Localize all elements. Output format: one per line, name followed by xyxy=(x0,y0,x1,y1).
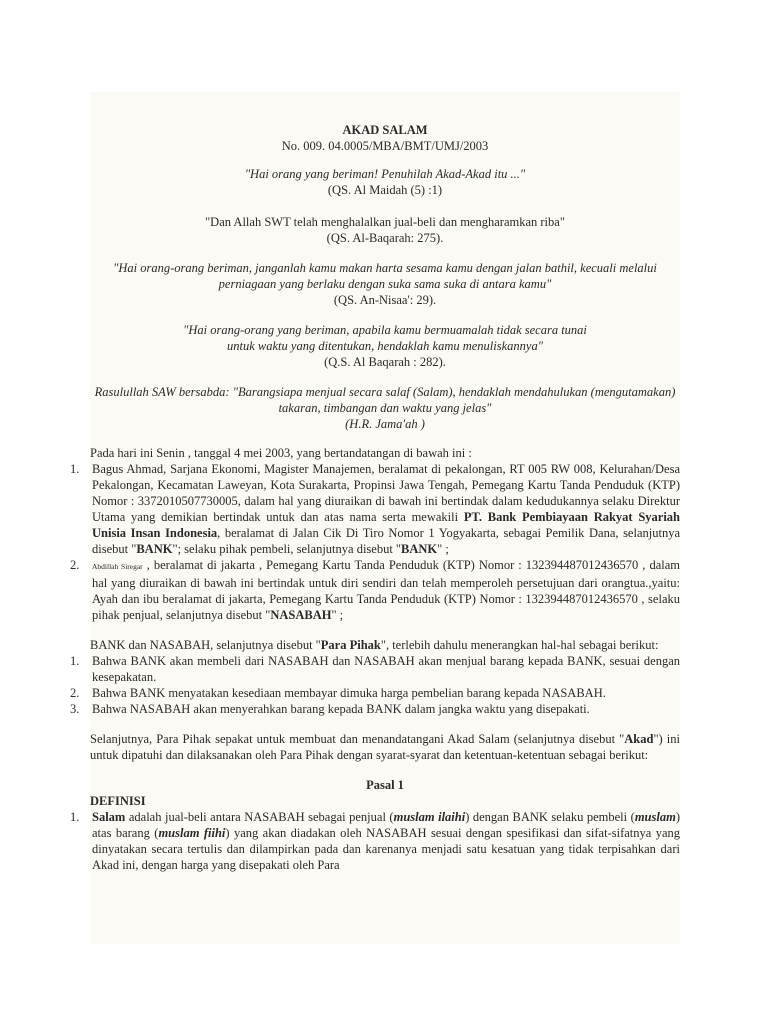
quote-text-line2: perniagaan yang berlaku dengan suka sama suka di antara kamu" xyxy=(218,277,552,291)
list-number: 2. xyxy=(70,686,80,700)
list-item-text: Bahwa BANK akan membeli dari NASABAH dan NASABAH akan menjual barang kepada BANK, sesuai dengan kesepakatan. xyxy=(92,654,680,684)
list-number: 3. xyxy=(70,702,80,716)
document-number: No. 009. 04.0005/MBA/BMT/UMJ/2003 xyxy=(281,139,489,153)
party-1 xyxy=(70,461,680,557)
term-muslam: muslam xyxy=(634,810,676,824)
quote-text-line1: Rasulullah SAW bersabda: "Barangsiapa menjual secara salaf (Salam), hendaklah mendahulukan (mengutamakan) xyxy=(94,385,676,399)
quote-text: "Dan Allah SWT telah menghalalkan jual-beli dan mengharamkan riba" xyxy=(205,215,565,229)
bank-name: PT. Bank Pembiayaan Rakyat Syariah Unisia Insan Indonesia xyxy=(92,510,680,540)
list-item xyxy=(70,685,680,701)
term-muslam-fiihi: muslam fiihi xyxy=(158,826,226,840)
list-item-text: Bahwa NASABAH akan menyerahkan barang kepada BANK dalam jangka waktu yang disepakati. xyxy=(92,702,590,716)
section-heading: DEFINISI xyxy=(90,794,146,808)
quote-source: (QS. Al Maidah (5) :1) xyxy=(327,183,443,197)
list-number: 2. xyxy=(70,558,80,572)
quote-2 xyxy=(90,214,680,246)
term-muslam-ilaihi: muslam ilaihi xyxy=(393,810,466,824)
list-number: 1. xyxy=(70,810,80,824)
document-body xyxy=(70,92,681,873)
document-page xyxy=(70,92,681,944)
definition-term: Salam xyxy=(92,810,126,824)
pasal-heading: Pasal 1 xyxy=(366,778,404,792)
intro-paragraph: Pada hari ini Senin , tanggal 4 mei 2003, yang bertandatangan di bawah ini : xyxy=(90,446,472,460)
definition-text: ) yang akan diadakan oleh NASABAH sesuai dengan spesifikasi dan sifat-sifatnya yang dinyatakan secara tertulis dan dilampirkan pada dan karenanya menjadi satu kesatuan yang tidak terpisahkan dari Akad ini, dengan harga yang disepakati oleh Para xyxy=(92,826,681,872)
party-1-text: Bagus Ahmad, Sarjana Ekonomi, Magister Manajemen, beralamat di pekalongan, RT 005 RW 008, Kelurahan/Desa Pekalongan, Kecamatan Laweyan, Kota Surakarta, Propinsi Jawa Tengah, Pemegang Kartu Tanda Penduduk (KTP) Nomor : 3372010507730005, dalam hal yang diuraikan di bawah ini bertindak dalam kedudukannya selaku Direktur Utama yang demikian bertindak untuk dan atas nama serta mewakili xyxy=(92,462,680,524)
definition-item xyxy=(70,809,681,873)
hadith-quote xyxy=(90,384,680,432)
quote-source: (QS. Al-Baqarah: 275). xyxy=(326,231,444,245)
agreement-paragraph xyxy=(90,731,680,763)
para-pihak-text: ", terlebih dahulu menerangkan hal-hal sebagai berikut: xyxy=(380,638,659,652)
party-1-text: , beralamat di Jalan Cik Di Tiro Nomor 1 Yogyakarta, sebagai Pemilik Dana, selanjutnya disebut " xyxy=(92,526,680,556)
quote-source: (QS. An-Nisaa': 29). xyxy=(333,293,437,307)
party-2-text: " ; xyxy=(331,608,344,622)
party-1-text: "; selaku pihak pembeli, selanjutnya disebut " xyxy=(172,542,402,556)
party-2-name: Abdillah Siregar xyxy=(92,562,143,571)
list-item xyxy=(70,701,680,717)
definition-text: ) dengan BANK selaku pembeli ( xyxy=(465,810,635,824)
para-pihak-paragraph xyxy=(90,637,680,653)
quote-1 xyxy=(90,166,680,198)
list-item xyxy=(70,653,680,685)
quote-source: (Q.S. Al Baqarah : 282). xyxy=(324,355,446,369)
quote-3 xyxy=(90,260,680,308)
list-item-text: Bahwa BANK menyatakan kesediaan membayar dimuka harga pembelian barang kepada NASABAH. xyxy=(92,686,606,700)
list-number: 1. xyxy=(70,462,80,476)
party-2 xyxy=(70,557,681,623)
quote-text-line1: "Hai orang-orang yang beriman, apabila kamu bermuamalah tidak secara tunai xyxy=(183,323,587,337)
list-number: 1. xyxy=(70,654,80,668)
definition-text: ) atas barang ( xyxy=(92,810,680,840)
bank-term: BANK xyxy=(401,542,438,556)
party-list xyxy=(70,461,681,623)
definition-text: adalah jual-beli antara NASABAH sebagai penjual ( xyxy=(125,810,394,824)
nasabah-term: NASABAH xyxy=(270,608,332,622)
party-1-text: " ; xyxy=(437,542,449,556)
bank-term: BANK xyxy=(136,542,173,556)
agreement-text: ") ini untuk dipatuhi dan dilaksanakan oleh Para Pihak dengan syarat-syarat dan ketentuan-ketentuan sebagai berikut: xyxy=(90,732,680,762)
quote-text-line2: takaran, timbangan dan waktu yang jelas" xyxy=(278,401,492,415)
points-list xyxy=(70,653,680,717)
definition-list xyxy=(70,809,681,873)
quote-text: "Hai orang yang beriman! Penuhilah Akad-Akad itu ..." xyxy=(244,167,526,181)
quote-text-line1: "Hai orang-orang beriman, janganlah kamu makan harta sesama kamu dengan jalan bathil, kecuali melalui xyxy=(113,261,657,275)
quote-source: (H.R. Jama'ah ) xyxy=(345,417,425,431)
quote-text-line2: untuk waktu yang ditentukan, hendaklah kamu menuliskannya" xyxy=(227,339,543,353)
agreement-text: Selanjutnya, Para Pihak sepakat untuk membuat dan menandatangani Akad Salam (selanjutnya disebut " xyxy=(90,732,625,746)
akad-term: Akad xyxy=(624,732,654,746)
document-title: AKAD SALAM xyxy=(342,123,428,137)
party-2-text: , beralamat di jakarta , Pemegang Kartu Tanda Penduduk (KTP) Nomor : 132394487012436570 , dalam hal yang diuraikan di bawah ini bertindak untuk diri sendiri dan telah memperoleh persetujuan dari orangtua.,yaitu: Ayah dan ibu beralamat di jakarta, Pemegang Kartu Tanda Penduduk (KTP) Nomor : 132394487012436570 , selaku pihak penjual, selanjutnya disebut " xyxy=(92,558,681,622)
para-pihak-term: Para Pihak xyxy=(320,638,381,652)
quote-4 xyxy=(90,322,680,370)
para-pihak-text: BANK dan NASABAH, selanjutnya disebut " xyxy=(90,638,321,652)
